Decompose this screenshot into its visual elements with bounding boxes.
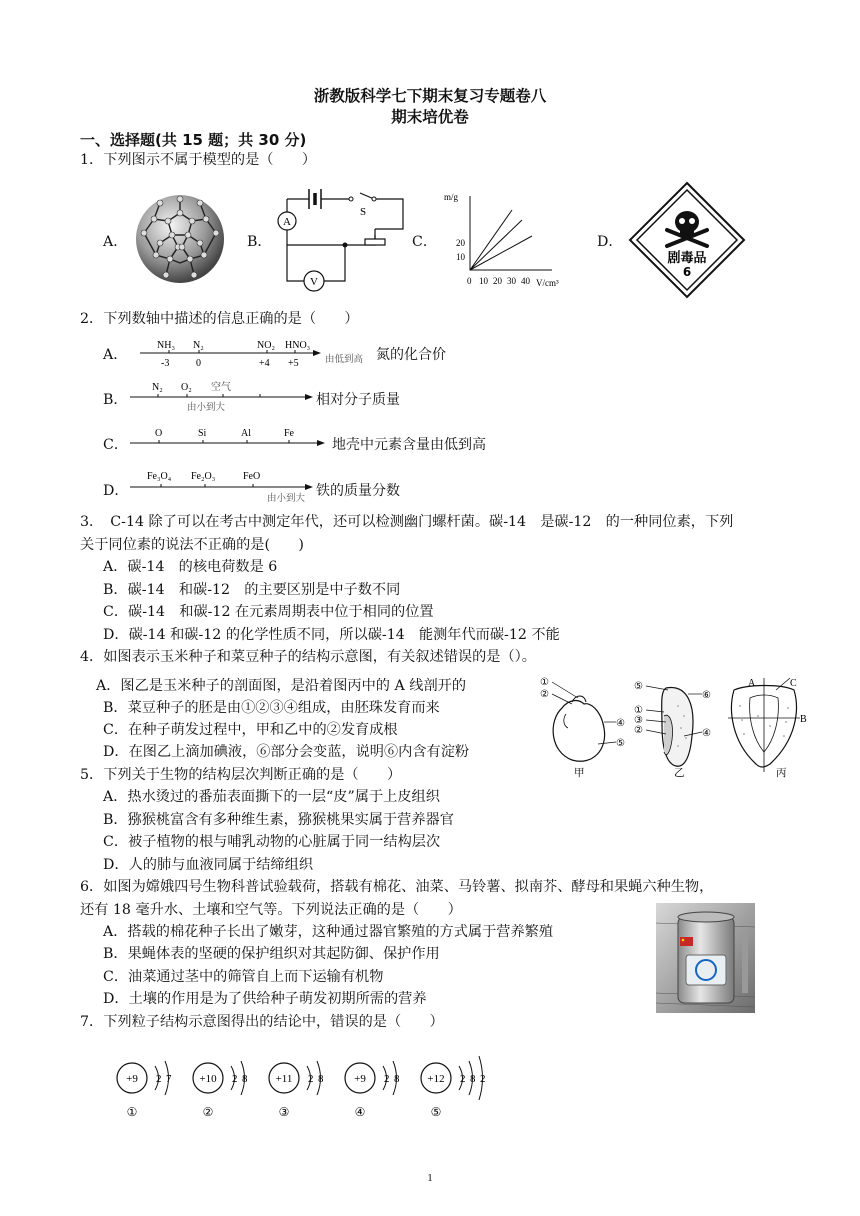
switch-label: S [359,206,367,218]
q1-option-d-label: D． [597,234,623,250]
q3-option-c: C．碳-14 和碳-12 在元素周期表中位于相同的位置 [103,604,434,620]
q2d-order: 由小到大 [267,494,306,504]
sign-text: 剧毒品 [667,251,707,266]
electron-count: 2 [308,1073,314,1085]
graph-x-label: V/cm³ [536,278,559,288]
atom-label: ③ [278,1105,290,1119]
q2b-item-2: O₂ [181,382,192,393]
q2-number-line-c [125,424,335,454]
electron-count: 8 [470,1073,476,1085]
atom-label: ② [202,1105,214,1119]
q2a-item-4: HNO₃ [285,340,311,351]
voltmeter-label: V [310,276,318,288]
q3-option-d: D．碳-14 和碳-12 的化学性质不同，所以碳-14 能测年代而碳-12 不能 [103,627,560,643]
q4-option-b: B．菜豆种子的胚是由①②③④组成，由胚珠发育而来 [103,700,440,716]
graph-xtick-20: 20 [493,276,502,286]
q2c-item-3: Al [241,428,251,439]
q6-option-a: A．搭载的棉花种子长出了嫩芽，这种通过器官繁殖的方式属于营养繁殖 [103,924,554,940]
q2-option-a-label: A． [103,347,128,363]
q2-number-line-a [135,336,375,372]
graph-xtick-30: 30 [507,276,516,286]
question-6-stem-line-1: 6．如图为嫦娥四号生物科普试验载荷，搭载有棉花、油菜、马铃薯、拟南芥、酵母和果蝇六种生物， [80,879,714,895]
electron-count: 2 [460,1073,466,1085]
question-3-stem-line-2: 关于同位素的说法不正确的是( ) [80,537,304,553]
q2d-item-3: FeO [243,471,261,482]
q2c-description: 地壳中元素含量由低到高 [332,437,486,453]
electron-count: 2 [480,1073,486,1085]
graph-ytick-20: 20 [456,238,465,248]
electron-count: 2 [384,1073,390,1085]
question-4-stem: 4．如图表示玉米种子和菜豆种子的结构示意图，有关叙述错误的是（）。 [80,649,536,665]
bing-line-a: A [748,678,756,689]
corn-seed-bing [728,678,807,779]
q2-option-b-label: B． [103,392,128,408]
jia-num-2: ② [540,689,549,700]
q2d-item-1: Fe₃O₄ [147,471,172,482]
q2a-item-1: NH₃ [157,340,175,351]
electron-count: 8 [394,1073,400,1085]
q2a-item-2: N₂ [193,340,204,351]
atom-label: ⑤ [430,1105,442,1119]
graph-xtick-10: 10 [479,276,488,286]
toxic-warning-sign [627,180,747,300]
circuit-diagram [275,183,410,293]
bing-line-b: B [800,714,807,725]
question-5-stem: 5．下列关于生物的结构层次判断正确的是（ ） [80,767,402,783]
q2-option-c-label: C． [103,437,129,453]
q1-option-c-label: C． [412,234,438,250]
nucleus-charge: +9 [354,1073,366,1085]
q5-option-d: D．人的肺与血液同属于结缔组织 [103,857,314,873]
electron-count: 2 [156,1073,162,1085]
electron-count: 2 [232,1073,238,1085]
q5-option-b: B．猕猴桃富含有多种维生素，猕猴桃果实属于营养器官 [103,812,454,828]
graph-xtick-40: 40 [521,276,530,286]
chang-e-4-payload-photo [656,903,755,1013]
q4-option-c: C．在种子萌发过程中，甲和乙中的②发育成根 [103,722,398,738]
section-heading: 一、选择题(共 15 题；共 30 分) [80,131,307,149]
nucleus-charge: +9 [126,1073,138,1085]
fullerene-ball-model [130,193,230,285]
yi-num-1: ① [634,705,643,716]
q1-option-a-label: A． [103,234,128,250]
q6-option-c: C．油菜通过茎中的筛管自上而下运输有机物 [103,969,384,985]
question-6-stem-line-2: 还有 18 毫升水、土壤和空气等。下列说法正确的是（ ） [80,902,462,918]
atom-diagram [193,1061,248,1119]
q2-number-line-b [125,378,325,418]
q2b-item-1: N₂ [152,382,163,393]
q2a-value-2: 0 [196,358,201,369]
mass-volume-graph [440,188,575,293]
jia-num-5: ⑤ [616,738,625,749]
question-3-stem-line-1: 3． C-14 除了可以在考古中测定年代，还可以检测幽门螺杆菌。碳-14 是碳-12 的一种同位素，下列 [80,514,734,530]
q2a-description: 氮的化合价 [376,347,446,363]
bean-seed-jia [540,677,625,779]
q2-number-line-d [125,466,325,506]
q2a-value-4: +5 [288,358,299,369]
q4-option-d: D．在图乙上滴加碘液，⑥部分会变蓝，说明⑥内含有淀粉 [103,744,470,760]
figure-label-bing: 丙 [776,768,787,779]
sign-number: 6 [682,265,692,279]
atom-diagram [269,1061,324,1119]
yi-num-4: ④ [702,728,711,739]
q4-option-a: A．图乙是玉米种子的剖面图，是沿着图丙中的 A 线剖开的 [96,678,467,694]
q2a-value-1: -3 [161,358,170,369]
electron-count: 7 [166,1073,172,1085]
page-number: 1 [427,1172,433,1184]
nucleus-charge: +11 [275,1073,293,1085]
figure-label-jia: 甲 [574,768,585,779]
question-7-stem: 7．下列粒子结构示意图得出的结论中，错误的是（ ） [80,1014,444,1030]
q5-option-a: A．热水烫过的番茄表面撕下的一层“皮”属于上皮组织 [103,789,440,805]
nucleus-charge: +12 [427,1073,445,1085]
q2b-item-3: 空气 [211,382,231,393]
q1-option-b-label: B． [247,234,272,250]
q2d-description: 铁的质量分数 [316,483,400,499]
corn-seed-yi [634,681,711,779]
nucleus-charge: +10 [199,1073,217,1085]
electron-count: 8 [242,1073,248,1085]
question-2-stem: 2．下列数轴中描述的信息正确的是（ ） [80,311,359,327]
atom-diagram [117,1061,172,1119]
q2a-item-3: NO₂ [257,340,275,351]
graph-y-label: m/g [444,192,459,202]
atom-diagram [345,1061,400,1119]
q2a-value-3: +4 [259,358,270,369]
q2c-item-1: O [155,428,163,439]
particle-structure-diagrams [110,1030,510,1126]
graph-ytick-10: 10 [456,252,465,262]
page-title: 浙教版科学七下期末复习专题卷八 [313,87,547,105]
q2b-order: 由小到大 [187,403,226,413]
q2c-item-2: Si [198,428,207,439]
q2c-item-4: Fe [284,428,294,439]
atom-label: ④ [354,1105,366,1119]
q2a-order: 由低到高 [325,355,364,365]
yi-num-6: ⑥ [702,690,711,701]
jia-num-4: ④ [616,718,625,729]
jia-num-1: ① [540,677,549,688]
yi-num-5: ⑤ [634,681,643,692]
electron-count: 8 [318,1073,324,1085]
seed-structure-figure [538,676,810,780]
graph-xtick-0: 0 [467,276,472,286]
q2-option-d-label: D． [103,483,129,499]
atom-label: ① [126,1105,138,1119]
atom-diagram [421,1056,486,1119]
yi-num-2: ② [634,725,643,736]
flag-icon [680,937,693,946]
yi-num-3: ③ [634,715,643,726]
q2b-description: 相对分子质量 [316,392,400,408]
page-subtitle: 期末培优卷 [391,108,469,126]
q2d-item-2: Fe₂O₃ [191,471,216,482]
q5-option-c: C．被子植物的根与哺乳动物的心脏属于同一结构层次 [103,834,441,850]
bing-line-c: C [790,678,797,689]
question-1-stem: 1．下列图示不属于模型的是（ ） [80,152,317,168]
q3-option-b: B．碳-14 和碳-12 的主要区别是中子数不同 [103,582,401,598]
q6-option-d: D．土壤的作用是为了供给种子萌发初期所需的营养 [103,991,427,1007]
figure-label-yi: 乙 [674,768,685,779]
q3-option-a: A．碳-14 的核电荷数是 6 [103,559,278,575]
ammeter-label: A [283,216,291,228]
q6-option-b: B．果蝇体表的坚硬的保护组织对其起防御、保护作用 [103,946,440,962]
